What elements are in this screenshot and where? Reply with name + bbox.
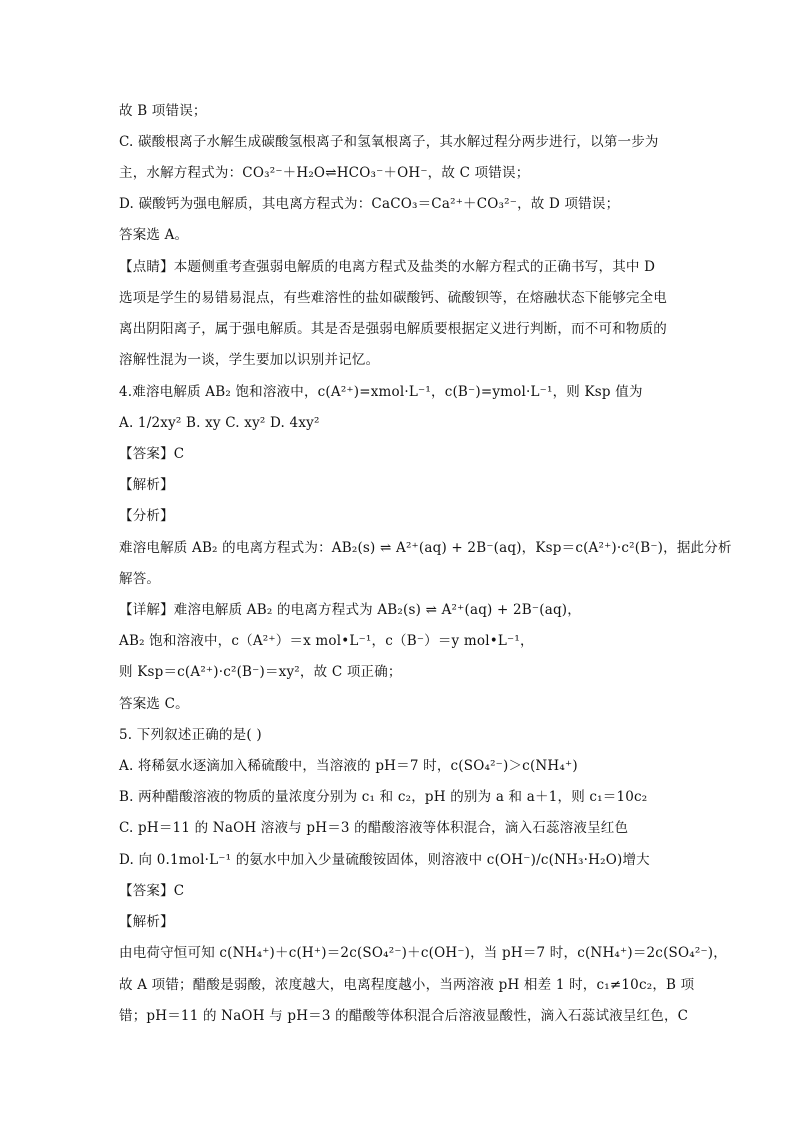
text-line: 故 B 项错误； [119, 103, 207, 119]
text-line: C. 碳酸根离子水解生成碳酸氢根离子和氢氧根离子，其水解过程分两步进行，以第一步为 [119, 134, 659, 150]
question-5-option-a: A. 将稀氨水逐滴加入稀硫酸中，当溶液的 pH＝7 时，c(SO₄²⁻)＞c(NH₄⁺) [119, 758, 578, 774]
question-4-options: A. 1/2xy² B. xy C. xy² D. 4xy² [119, 415, 320, 431]
analysis-sub-label: 【分析】 [119, 508, 174, 524]
text-line: 答案选 C。 [119, 696, 189, 712]
answer-label: 【答案】C [119, 446, 185, 462]
text-line: 故 A 项错；醋酸是弱酸，浓度越大，电离程度越小，当两溶液 pH 相差 1 时，c₁≠10c₂，B 项 [119, 977, 695, 993]
text-line: D. 碳酸钙为强电解质，其电离方程式为：CaCO₃＝Ca²⁺＋CO₃²⁻，故 D 项错误； [119, 196, 620, 212]
text-line: AB₂ 饱和溶液中，c（A²⁺）＝x mol•L⁻¹，c（B⁻）＝y mol•L⁻¹， [119, 633, 534, 649]
text-line: 错；pH＝11 的 NaOH 与 pH＝3 的醋酸等体积混合后溶液显酸性，滴入石蕊试液呈红色，C [119, 1008, 689, 1024]
answer-label: 【答案】C [119, 883, 185, 899]
text-line: 由电荷守恒可知 c(NH₄⁺)＋c(H⁺)＝2c(SO₄²⁻)＋c(OH⁻)，当 pH＝7 时，c(NH₄⁺)＝2c(SO₄²⁻)， [119, 945, 727, 961]
text-line: 【详解】难溶电解质 AB₂ 的电离方程式为 AB₂(s) ⇌ A²⁺(aq) + 2B⁻(aq)， [119, 602, 581, 618]
analysis-label: 【解析】 [119, 477, 174, 493]
text-line: 主，水解方程式为：CO₃²⁻＋H₂O⇌HCO₃⁻＋OH⁻，故 C 项错误； [119, 165, 530, 181]
analysis-label: 【解析】 [119, 914, 174, 930]
question-5-option-d: D. 向 0.1mol·L⁻¹ 的氨水中加入少量硫酸铵固体，则溶液中 c(OH⁻)/c(NH₃·H₂O)增大 [119, 852, 650, 868]
text-line: 选项是学生的易错易混点，有些难溶性的盐如碳酸钙、硫酸钡等，在熔融状态下能够完全电 [119, 290, 667, 306]
question-5-option-c: C. pH＝11 的 NaOH 溶液与 pH＝3 的醋酸溶液等体积混合，滴入石蕊溶液呈红色 [119, 820, 629, 836]
question-4-stem: 4.难溶电解质 AB₂ 饱和溶液中，c(A²⁺)=xmol·L⁻¹，c(B⁻)=ymol·L⁻¹，则 Ksp 值为 [119, 384, 643, 400]
question-5-option-b: B. 两种醋酸溶液的物质的量浓度分别为 c₁ 和 c₂，pH 的别为 a 和 a＋1，则 c₁＝10c₂ [119, 789, 648, 805]
text-line: 离出阴阳离子，属于强电解质。其是否是强弱电解质要根据定义进行判断，而不可和物质的 [119, 321, 667, 337]
text-line: 答案选 A。 [119, 227, 189, 243]
text-line: 难溶电解质 AB₂ 的电离方程式为：AB₂(s) ⇌ A²⁺(aq) + 2B⁻(aq)，Ksp＝c(A²⁺)·c²(B⁻)，据此分析 [119, 540, 732, 556]
question-5-stem: 5. 下列叙述正确的是( ) [119, 727, 262, 743]
text-line: 【点睛】本题侧重考查强弱电解质的电离方程式及盐类的水解方程式的正确书写，其中 D [119, 259, 656, 275]
text-line: 解答。 [119, 571, 161, 587]
text-line: 溶解性混为一谈，学生要加以识别并记忆。 [119, 352, 380, 368]
text-line: 则 Ksp＝c(A²⁺)·c²(B⁻)＝xy²，故 C 项正确； [119, 664, 402, 680]
